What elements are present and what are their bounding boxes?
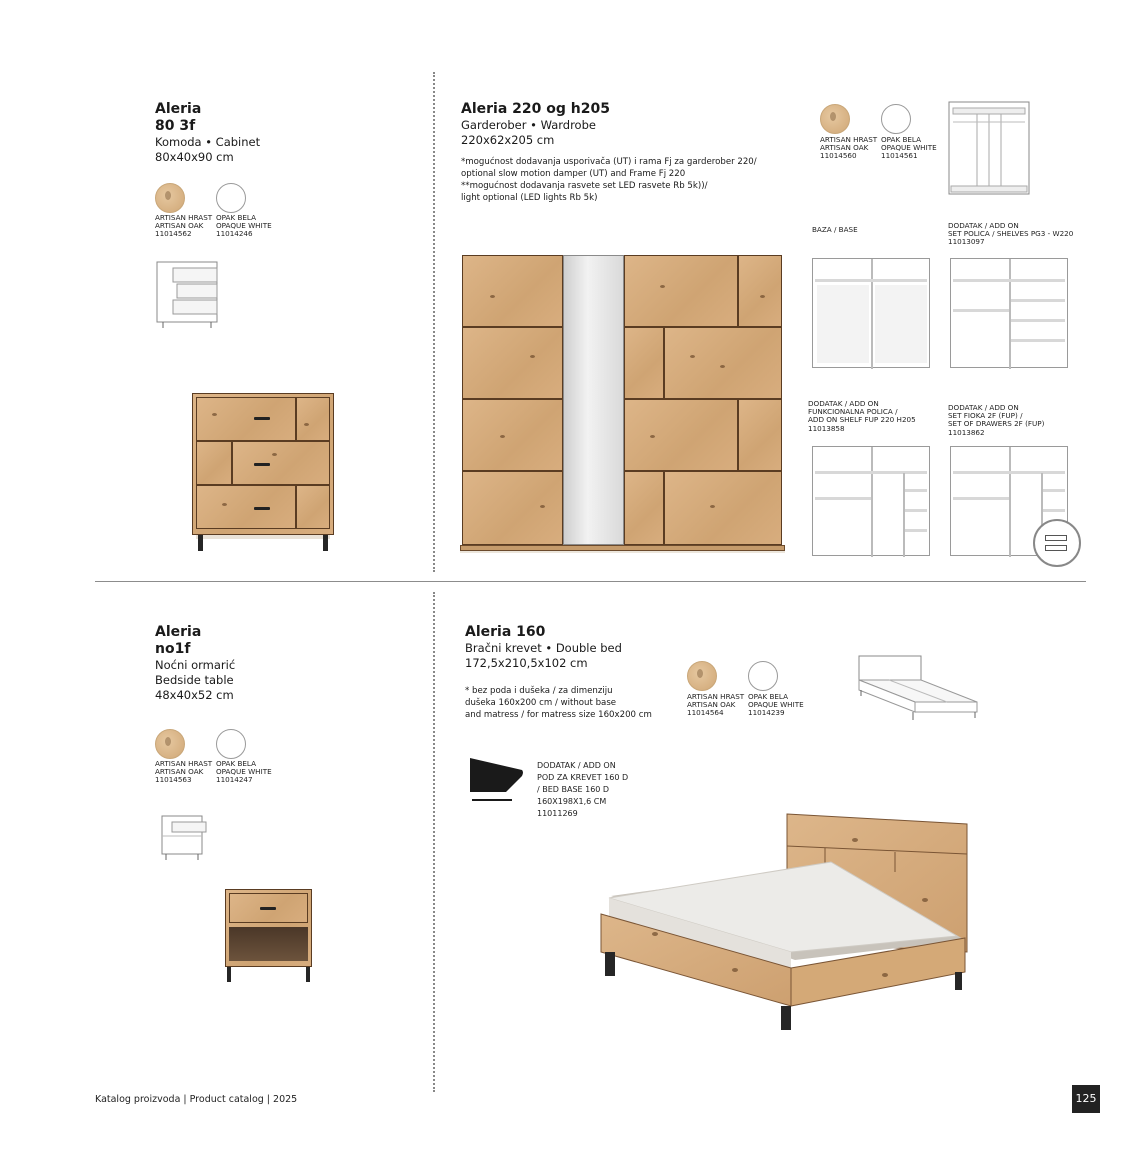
- cabinet-finish-white: OPAK BELA OPAQUE WHITE 11014246: [216, 213, 272, 239]
- artisan-oak-swatch: [155, 729, 185, 759]
- wardrobe-interior-sketch: [947, 100, 1031, 198]
- wardrobe-finish-white: OPAK BELA OPAQUE WHITE 11014561: [881, 135, 937, 161]
- bed-addon-label: DODATAK / ADD ON POD ZA KREVET 160 D / BED BASE 160 D 160X198X1,6 CM 11011269: [537, 761, 629, 818]
- bed-finish-oak: ARTISAN HRAST ARTISAN OAK 11014564: [687, 692, 745, 718]
- artisan-oak-swatch: [820, 104, 850, 134]
- bed-frame-sketch: [855, 652, 981, 736]
- bed-image: [595, 810, 970, 1032]
- cabinet-finish-oak: ARTISAN HRAST ARTISAN OAK 11014562: [155, 213, 213, 239]
- addon-drawers-label: DODATAK / ADD ON SET FIOKA 2F (FUP) / SET OF DRAWERS 2F (FUP) 11013862: [948, 403, 1045, 437]
- cabinet-title-line1: Aleria: [155, 101, 202, 117]
- opaque-white-swatch: [216, 183, 246, 213]
- bed-subtitle: Bračni krevet • Double bed: [465, 641, 622, 655]
- bed-dimensions: 172,5x210,5x102 cm: [465, 656, 588, 670]
- cabinet-subtitle: Komoda • Cabinet: [155, 135, 261, 149]
- opaque-white-swatch: [881, 104, 911, 134]
- nightstand-dimensions: 48x40x52 cm: [155, 688, 234, 702]
- wardrobe-mirror: [563, 255, 624, 545]
- bed-title: Aleria 160: [465, 624, 546, 640]
- bed-base-addon-image: [466, 754, 526, 806]
- wardrobe-dimensions: 220x62x205 cm: [461, 133, 555, 147]
- cabinet-dimensions: 80x40x90 cm: [155, 150, 234, 164]
- cabinet-interior-sketch: [155, 258, 223, 330]
- artisan-oak-swatch: [687, 661, 717, 691]
- nightstand-finish-white: OPAK BELA OPAQUE WHITE 11014247: [216, 759, 272, 785]
- wardrobe-title: Aleria 220 og h205: [461, 101, 610, 117]
- addon-shelves-label: DODATAK / ADD ON SET POLICA / SHELVES PG3 - W220 11013097: [948, 221, 1074, 247]
- nightstand-subtitle2: Bedside table: [155, 673, 234, 687]
- bed-notes: * bez poda i dušeka / za dimenziju dušeka 160x200 cm / without base and matress / for matress size 160x200 cm: [465, 686, 652, 720]
- wardrobe-image: [460, 255, 785, 555]
- cabinet-image: [192, 393, 334, 553]
- bed-finish-white: OPAK BELA OPAQUE WHITE 11014239: [748, 692, 804, 718]
- artisan-oak-swatch: [155, 183, 185, 213]
- vertical-divider-top: [433, 72, 435, 572]
- vertical-divider-bottom: [433, 592, 435, 1092]
- nightstand-title-line1: Aleria: [155, 624, 202, 640]
- wardrobe-notes: *mogućnost dodavanja usporivača (UT) i rama Fj za garderober 220/ optional slow motion damper (UT) and Frame Fj 220 **mogućnost dodavanja rasvete set LED rasvete Rb 5k))/ light optional (LED lights Rb 5k): [461, 157, 757, 203]
- horizontal-divider: [95, 581, 1086, 582]
- cabinet-title-line2: 80 3f: [155, 118, 196, 134]
- nightstand-finish-oak: ARTISAN HRAST ARTISAN OAK 11014563: [155, 759, 213, 785]
- page-number: 125: [1072, 1085, 1100, 1113]
- nightstand-interior-sketch: [158, 812, 210, 862]
- drawers-highlight-circle: [1033, 519, 1081, 567]
- addon-base-image: [812, 258, 930, 368]
- addon-base-label: BAZA / BASE: [812, 225, 858, 234]
- wardrobe-finish-oak: ARTISAN HRAST ARTISAN OAK 11014560: [820, 135, 878, 161]
- addon-functional-shelf-label: DODATAK / ADD ON FUNKCIONALNA POLICA / ADD ON SHELF FUP 220 H205 11013858: [808, 399, 916, 433]
- nightstand-image: [225, 889, 312, 984]
- footer-text: Katalog proizvoda | Product catalog | 2025: [95, 1094, 298, 1105]
- addon-shelves-image: [950, 258, 1068, 368]
- opaque-white-swatch: [216, 729, 246, 759]
- addon-functional-shelf-image: [812, 446, 930, 556]
- nightstand-subtitle1: Noćni ormarić: [155, 658, 236, 672]
- opaque-white-swatch: [748, 661, 778, 691]
- nightstand-title-line2: no1f: [155, 641, 191, 657]
- wardrobe-subtitle: Garderober • Wardrobe: [461, 118, 596, 132]
